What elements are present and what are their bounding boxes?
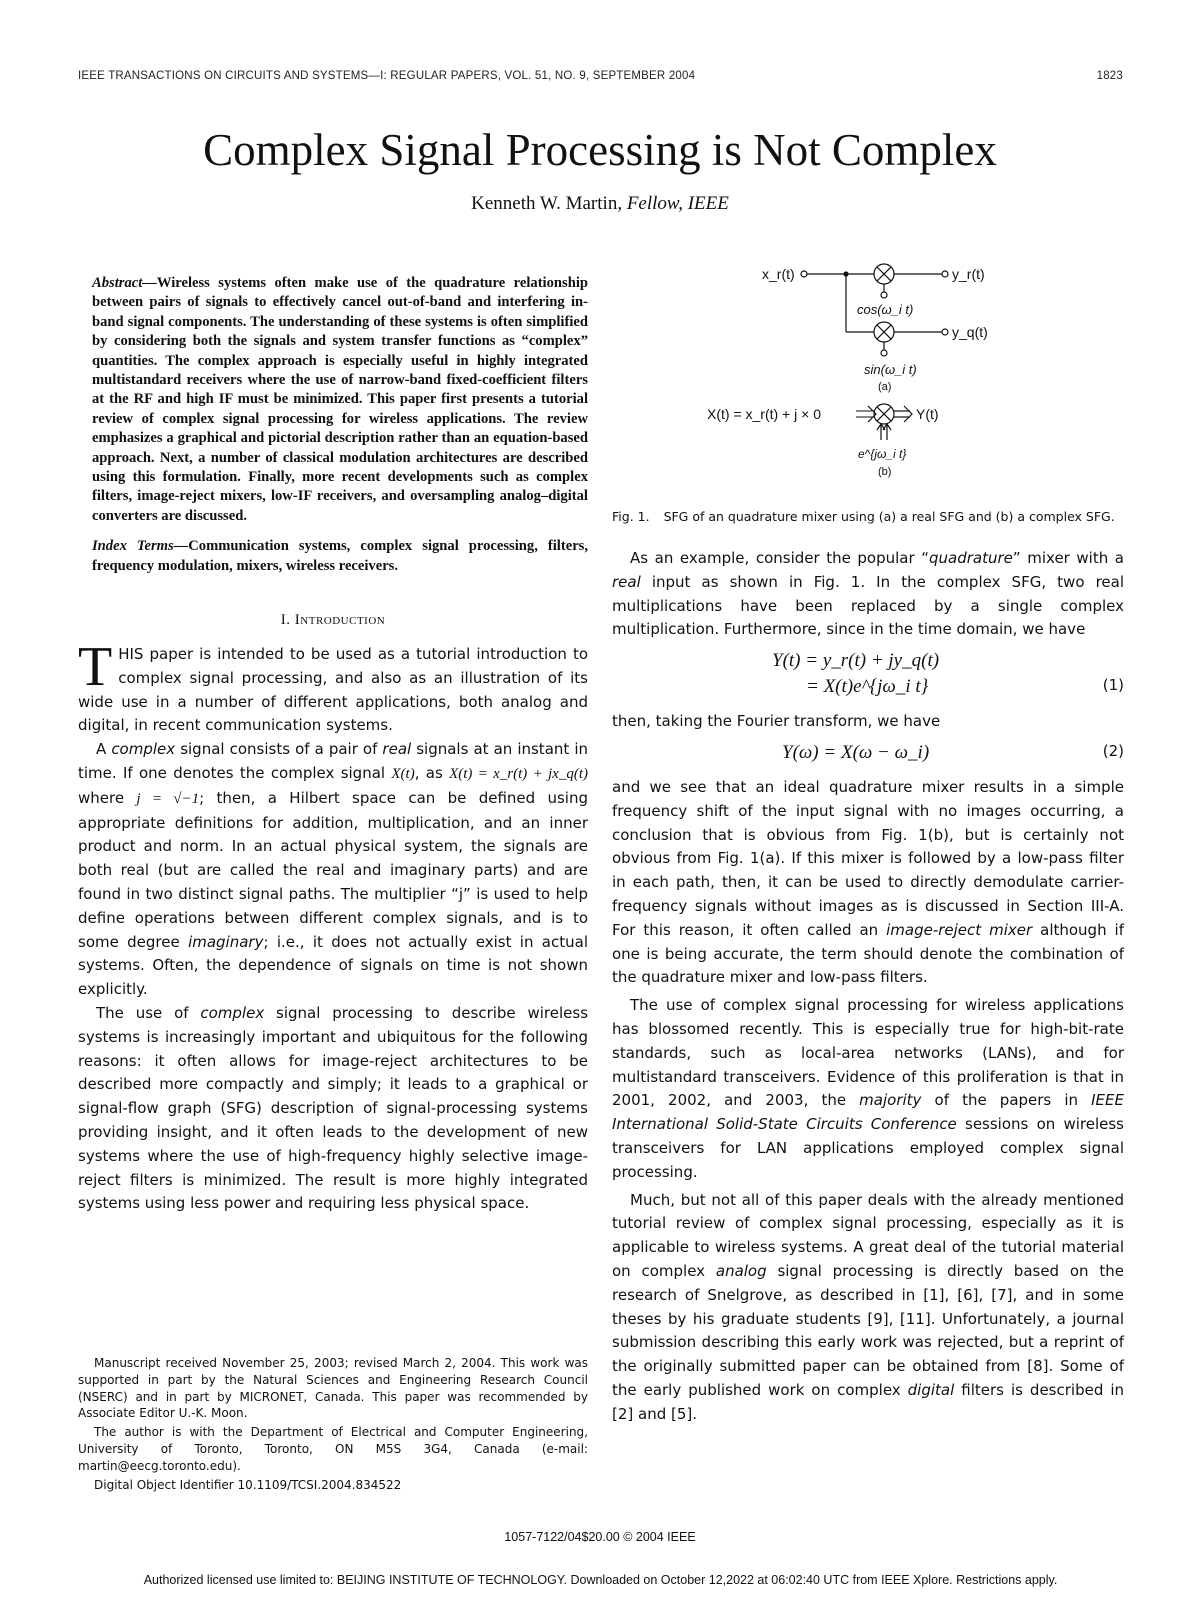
label-b: (b): [878, 466, 892, 478]
text-run: sessions on wireless transceivers for LAN applications employed complex signal processing.: [612, 1115, 1124, 1181]
text-run: filters is described in [2] and [5].: [612, 1380, 1124, 1423]
label-cos: cos(ω_i t): [857, 302, 914, 317]
emphasis: IEEE International Solid-State Circuits Conference: [612, 1091, 1124, 1134]
footnote-doi: Digital Object Identifier 10.1109/TCSI.2004.834522: [94, 1477, 402, 1492]
figure-number: Fig. 1.: [612, 509, 650, 524]
text-run: signals at an instant in time. If one denotes the complex signal: [78, 740, 588, 783]
index-terms: [78, 537, 588, 576]
abstract: [78, 274, 588, 526]
index-terms-text: Communication systems, complex signal processing, filters, frequency modulation, mixers, wireless receivers.: [92, 538, 588, 574]
text-run: ; then, a Hilbert space can be defined using appropriate definitions for addition, multiplication, and an inner product and norm. In an actual physical system, the signals are both real (but are called the real and imaginary parts) and are found in two distinct signal paths. The multiplier “j” is used to help define operations between different complex signals, and is to some degree: [78, 788, 588, 951]
text-run: of the papers in: [921, 1091, 1092, 1110]
index-terms-lead: Index Terms—: [92, 538, 189, 555]
text-run: signal processing to describe wireless systems is increasingly important and ubiquitous for the following reasons: it often allows for image-reject architectures to be described more compactly and simply; it leads to a graphical or signal-flow graph (SFG) description of signal-processing systems providing insight, and it often leads to the development of new systems where the use of high-frequency highly selective image-reject filters is minimized. The result is more highly integrated systems using less power and requiring less physical space.: [78, 1004, 589, 1213]
right-paragraph-1: [612, 547, 1124, 642]
label-yq: y_q(t): [952, 324, 988, 340]
text-run: where: [78, 788, 137, 807]
text-run: ; i.e., it does not actually exist in actual systems. Often, the dependence of signals on time is not shown explicitly.: [78, 932, 588, 999]
intro-paragraph-2: [78, 738, 588, 1002]
right-paragraph-4: [612, 994, 1124, 1184]
emphasis: real: [612, 572, 641, 591]
text-run: signal processing is directly based on the research of Snelgrove, as described in [1], [6], [7], and in some theses by his graduate students [9], [11]. Unfortunately, a journal submission describing this early work was rejected, but a reprint of the originally submitted paper can be obtained from [8]. Some of the early published work on complex: [612, 1261, 1124, 1399]
journal-header: IEEE TRANSACTIONS ON CIRCUITS AND SYSTEMS—I: REGULAR PAPERS, VOL. 51, NO. 9, SEPTEMBER 2004: [78, 70, 696, 82]
right-paragraph-3: [612, 776, 1124, 990]
figure-1-caption: [612, 508, 1124, 525]
text-run: A: [96, 740, 112, 759]
label-Xt: X(t) = x_r(t) + j × 0: [707, 406, 821, 422]
text-run: Much, but not all of this paper deals with the already mentioned tutorial review of complex signal processing, especially as it is applicable to wireless systems. A great deal of the tutorial material on complex: [612, 1190, 1124, 1280]
inline-math: X(t): [391, 766, 415, 783]
eq2-number: (2): [1102, 741, 1124, 760]
label-sin: sin(ω_i t): [864, 362, 917, 377]
text-run: and we see that an ideal quadrature mixer results in a simple frequency shift of the input signal with no images occurring, a conclusion that is obvious from Fig. 1(b), but is certainly not obvious from Fig. 1(a). If this mixer is followed by a low-pass filter in each path, then, it can be used to directly demodulate carrier-frequency signals without images as is discussed in Section III-A. For this reason, it often called an: [612, 777, 1124, 939]
emphasis: real: [382, 740, 412, 759]
label-Yt: Y(t): [916, 406, 939, 422]
author-line: [0, 193, 1200, 215]
section-heading-introduction: [78, 612, 588, 629]
intro-p1-text: paper is intended to be used as a tutorial introduction to complex signal processing, and also as an illustration of its wide use in a number of different applications, both analog and digital, in recent communication systems.: [78, 645, 588, 735]
output-node-yr: [942, 271, 948, 277]
label-yr: y_r(t): [952, 266, 985, 282]
inline-math: j = √−1: [136, 790, 200, 807]
text-run: ” mixer with a: [1012, 549, 1124, 567]
text-run: , as: [414, 764, 450, 783]
footnote-manuscript: Manuscript received November 25, 2003; revised March 2, 2004. This work was supported in part by the Natural Sciences and Engineering Research Council (NSERC) and in part by MICRONET, Canada. This paper was recommended by Associate Editor U.-K. Moon.: [78, 1356, 588, 1421]
section-title: Introduction: [294, 612, 386, 629]
text-run: input as shown in Fig. 1. In the complex SFG, two real multiplications have been replaced by a single complex multiplication. Furthermore, since in the time domain, we have: [612, 572, 1124, 639]
intro-paragraph-1: [78, 636, 588, 738]
emphasis: majority: [859, 1091, 922, 1110]
text-run: The use of complex signal processing for wireless applications has blossomed recently. This is especially true for high-bit-rate standards, such as local-area networks (LANs), and for multistandard transceivers. Evidence of this proliferation is that in 2001, 2002, and 2003, the: [612, 996, 1124, 1110]
emphasis: quadrature: [929, 549, 1013, 567]
running-head: [78, 70, 1123, 82]
equation-2: [612, 740, 1124, 770]
caption-text: SFG of an quadrature mixer using (a) a real SFG and (b) a complex SFG.: [663, 509, 1115, 524]
equation-1: [612, 648, 1124, 704]
page-number: 1823: [1096, 70, 1123, 82]
text-run: signal consists of a pair of: [175, 740, 383, 759]
emphasis: complex: [200, 1004, 265, 1023]
issn-line: 1057-7122/04$20.00 © 2004 IEEE: [504, 1530, 696, 1544]
emphasis: image-reject mixer: [886, 920, 1033, 939]
inline-math: X(t) = x_r(t) + jx_q(t): [449, 766, 588, 783]
author-grade: Fellow, IEEE: [626, 193, 729, 214]
figure-1: [612, 262, 1124, 500]
label-xr: x_r(t): [762, 266, 795, 282]
emphasis: analog: [715, 1261, 767, 1280]
left-column: [78, 274, 588, 1216]
right-paragraph-5: [612, 1189, 1124, 1427]
author-name: Kenneth W. Martin,: [471, 193, 623, 214]
first-page-footnote: [78, 1355, 588, 1495]
section-number: I.: [280, 612, 291, 629]
abstract-text: Wireless systems often make use of the quadrature relationship between pairs of signals to effectively cancel out-of-band and interfering in-band signal components. The understanding of these systems is often simplified by considering both the signals and system transfer functions as “complex” quantities. The complex approach is especially useful in highly integrated multistandard receivers where the use of narrow-band fixed-coefficient filters at the RF and high IF must be minimized. This paper first presents a tutorial review of complex signal processing for wireless applications. The review emphasizes a graphical and pictorial description rather than an equation-based approach. Next, a number of classical modulation architectures are described using this formulation. Finally, more recent developments such as complex filters, image-reject mixers, low-IF receivers, and oversampling analog–digital converters are discussed.: [92, 275, 588, 524]
footnote-affiliation: The author is with the Department of Electrical and Computer Engineering, University of Toronto, Toronto, ON M5S 3G4, Canada (e-mail: martin@eecg.toronto.edu).: [78, 1425, 588, 1473]
emphasis: imaginary: [188, 932, 264, 951]
drop-cap: T: [78, 636, 113, 699]
intro-paragraph-3: [78, 1002, 588, 1216]
eq1-line2: = X(t)e^{jω_i t}: [806, 676, 929, 698]
text-run: As an example, consider the popular “: [630, 549, 930, 567]
label-exp: e^{jω_i t}: [858, 447, 907, 461]
intro-caps: HIS: [118, 645, 144, 664]
abstract-lead: Abstract—: [92, 275, 157, 291]
text-run: The use of: [96, 1004, 201, 1023]
right-paragraph-2: then, taking the Fourier transform, we have: [612, 712, 941, 731]
input-node: [801, 271, 807, 277]
right-column: [612, 262, 1124, 1427]
label-a: (a): [878, 381, 892, 393]
emphasis: digital: [907, 1380, 955, 1399]
license-notice: Authorized licensed use limited to: BEIJING INSTITUTE OF TECHNOLOGY. Downloaded on October 12,2022 at 06:02:40 UTC from IEEE Xplore. Restrictions apply.: [143, 1573, 1058, 1587]
text-run: although if one is being accurate, the term should denote the combination of the quadrature mixer and low-pass filters.: [612, 920, 1124, 987]
eq1-number: (1): [1102, 676, 1124, 695]
output-node-yq: [942, 329, 948, 335]
emphasis: complex: [111, 740, 176, 759]
eq2-body: Y(ω) = X(ω − ω_i): [782, 741, 930, 763]
eq1-line1: Y(t) = y_r(t) + jy_q(t): [772, 650, 940, 672]
paper-title: Complex Signal Processing is Not Complex: [203, 125, 997, 175]
quadrature-mixer-diagram: [612, 262, 1124, 500]
